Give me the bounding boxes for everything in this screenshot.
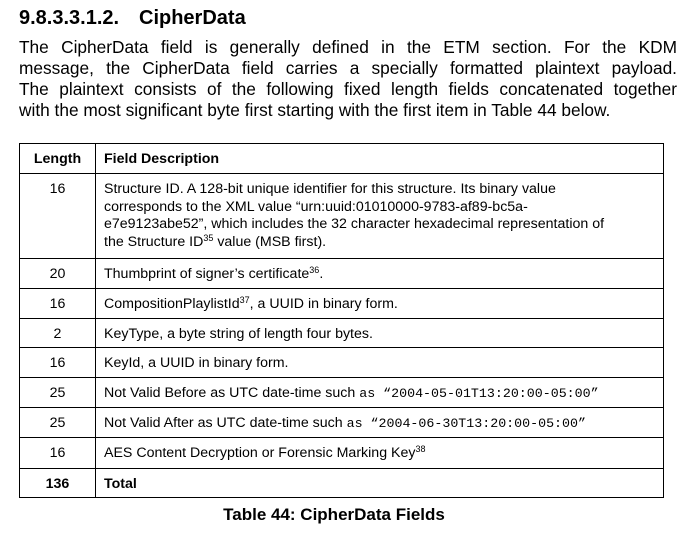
table-row (20, 348, 664, 378)
header-field-description: Field Description (96, 144, 664, 174)
intro-line: The CipherData field is generally defined in the ETM section. For the KDM (19, 37, 677, 57)
total-length-cell: 136 (20, 469, 96, 498)
intro-line: with the most significant byte first starting with the first item in Table 44 below. (19, 100, 611, 120)
footnote-ref: 37 (239, 295, 250, 305)
description-line: Structure ID. A 128-bit unique identifier for this structure. Its binary value (104, 181, 556, 197)
total-label-cell: Total (96, 469, 664, 498)
description-text: Not Valid After as UTC date-time such (104, 415, 347, 431)
description-cell (96, 174, 664, 259)
length-cell: 25 (20, 378, 96, 408)
description-text: Thumbprint of signer’s certificate (104, 266, 310, 282)
description-cell (96, 438, 664, 469)
description-cell (96, 289, 664, 319)
description-cell (96, 378, 664, 408)
intro-line: The plaintext consists of the following fixed length fields concatenated together (19, 79, 677, 99)
length-cell: 2 (20, 319, 96, 348)
description-line: e7e9123abe52”, which includes the 32 character hexadecimal representation of (104, 216, 605, 232)
section-title: CipherData (139, 7, 246, 29)
length-cell: 16 (20, 348, 96, 378)
footnote-ref: 35 (203, 232, 214, 243)
description-cell (96, 408, 664, 438)
table-row (20, 408, 664, 438)
table-row (20, 378, 664, 408)
datetime-example: as “2004-05-01T13:20:00-05:00” (359, 386, 599, 401)
table-row (20, 319, 664, 348)
intro-line: message, the CipherData field carries a specially formatted plaintext payload. (19, 58, 677, 78)
description-cell: KeyType, a byte string of length four bytes. (96, 319, 664, 348)
length-cell: 16 (20, 174, 96, 259)
description-text: value (MSB first). (213, 233, 327, 250)
cipherdata-fields-table (19, 143, 664, 498)
description-text: CompositionPlaylistId (104, 296, 240, 312)
description-line: corresponds to the XML value “urn:uuid:01010000-9783-af89-bc5a- (104, 198, 528, 215)
table-row (20, 174, 664, 259)
table-total-row (20, 469, 664, 498)
length-cell: 16 (20, 438, 96, 469)
description-cell (96, 259, 664, 289)
table-row (20, 259, 664, 289)
length-cell: 25 (20, 408, 96, 438)
table-row (20, 438, 664, 469)
length-cell: 16 (20, 289, 96, 319)
description-text: AES Content Decryption or Forensic Marking Key (104, 445, 416, 461)
section-heading (19, 7, 246, 30)
description-text: . (319, 266, 324, 282)
description-text: Not Valid Before as UTC date-time such (104, 385, 360, 401)
datetime-example: as “2004-06-30T13:20:00-05:00” (346, 416, 586, 431)
length-cell: 20 (20, 259, 96, 289)
description-line (104, 234, 663, 252)
table-row (20, 289, 664, 319)
description-text: , a UUID in binary form. (249, 296, 398, 312)
table-header-row (20, 144, 664, 174)
table-caption: Table 44: CipherData Fields (223, 505, 445, 524)
intro-paragraph (19, 37, 677, 121)
footnote-ref: 38 (415, 444, 426, 454)
footnote-ref: 36 (309, 265, 320, 275)
description-cell: KeyId, a UUID in binary form. (96, 348, 664, 378)
section-number: 9.8.3.3.1.2. (19, 7, 120, 29)
description-text: the Structure ID (104, 233, 204, 250)
header-length: Length (20, 144, 96, 174)
